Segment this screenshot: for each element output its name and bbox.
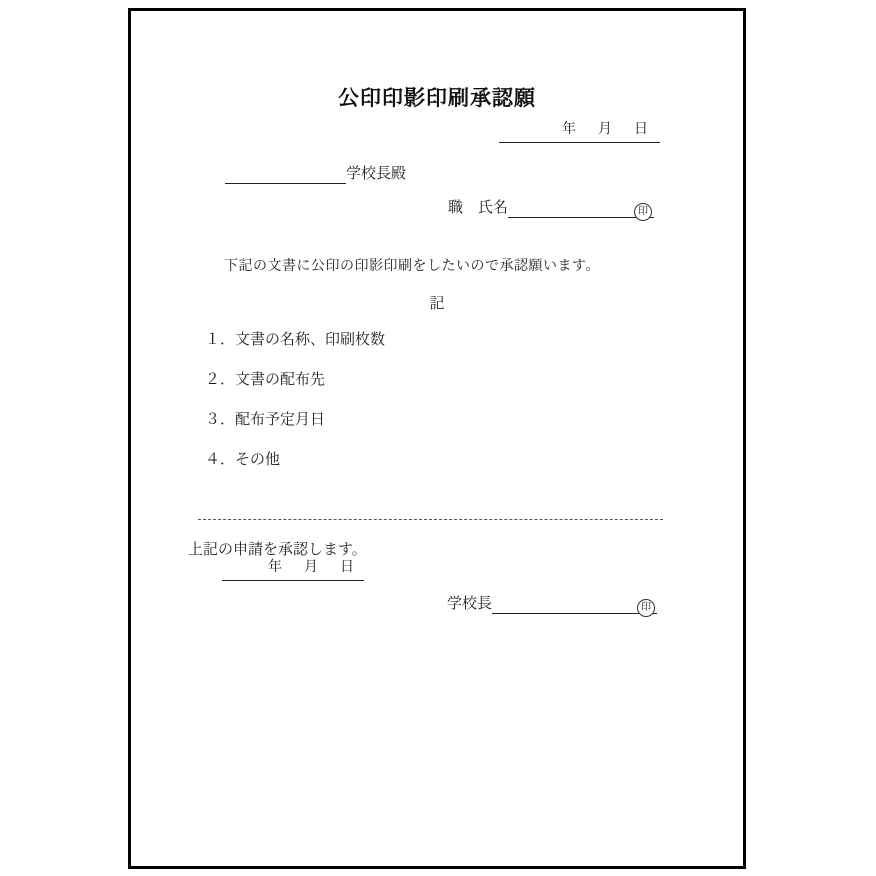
application-date-field <box>499 117 660 143</box>
list-item-schedule: ３．配布予定月日 <box>205 412 326 428</box>
addressee-label: 学校長殿 <box>346 166 407 182</box>
approval-date-field <box>222 555 364 581</box>
item-list <box>205 330 385 490</box>
list-heading: 記 <box>429 296 445 312</box>
applicant-row <box>448 194 654 218</box>
approval-statement: 上記の申請を承認します。 <box>188 542 367 558</box>
approver-name-blank <box>492 594 657 614</box>
list-item-distribution: ２．文書の配布先 <box>205 372 326 388</box>
approval-date-placeholder: 年 月 日 <box>268 560 358 575</box>
addressee-name-blank <box>225 164 346 184</box>
form-title: 公印印影印刷承認願 <box>338 86 536 110</box>
seal-mark-character: 印 <box>638 206 649 217</box>
request-statement: 下記の文書に公印の印影印刷をしたいので承認願います。 <box>224 259 600 274</box>
seal-mark-icon <box>637 599 655 617</box>
application-date-placeholder: 年 月 日 <box>562 122 652 137</box>
divider-dashed-line <box>198 519 663 520</box>
list-item-other: ４．その他 <box>205 452 281 468</box>
approver-row <box>447 590 657 614</box>
seal-mark-icon <box>634 203 652 221</box>
addressee-row <box>225 160 406 184</box>
applicant-label: 職 氏名 <box>448 200 509 216</box>
seal-mark-character: 印 <box>641 602 652 613</box>
approver-label: 学校長 <box>447 596 493 612</box>
applicant-name-blank <box>508 198 654 218</box>
form-sheet <box>128 8 746 869</box>
list-item-document-name: １．文書の名称、印刷枚数 <box>205 332 386 348</box>
